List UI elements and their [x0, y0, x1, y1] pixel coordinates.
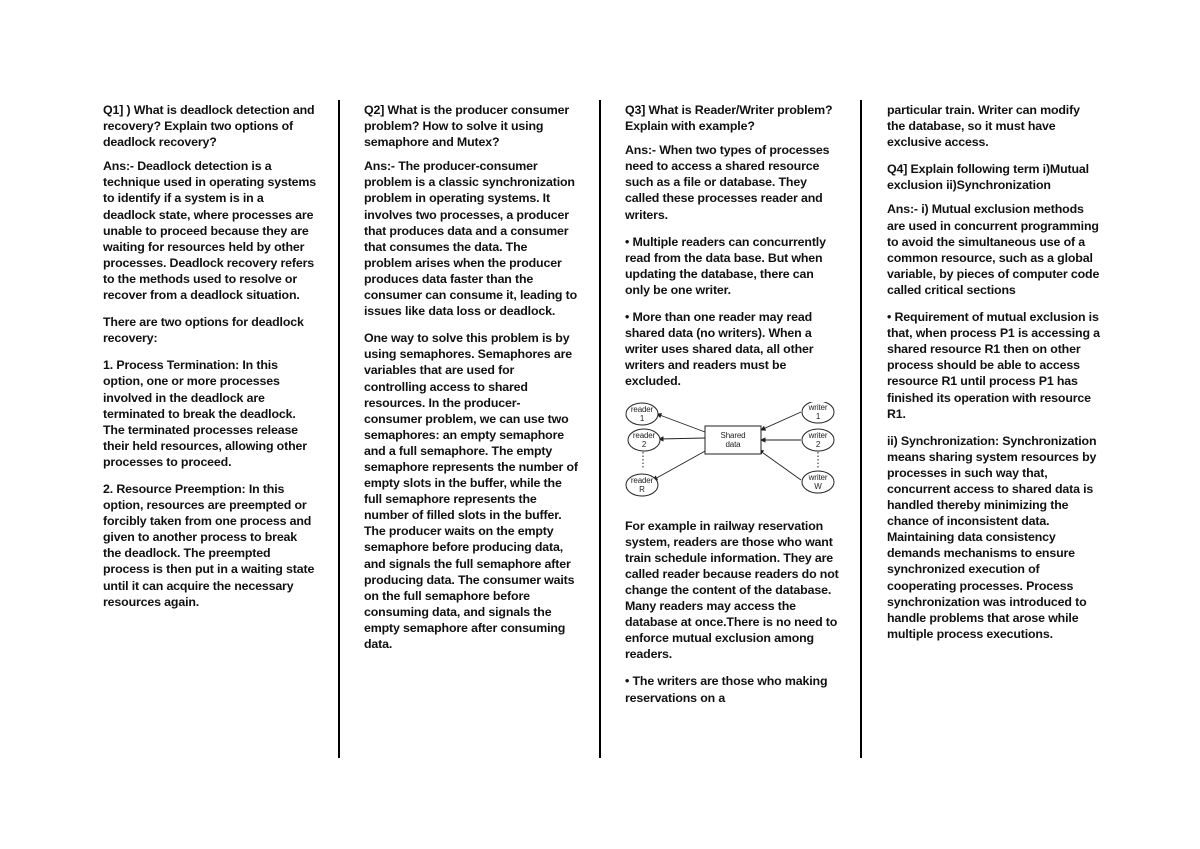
q2-semaphore-solution: One way to solve this problem is by using semaphores. Semaphores are variables that are used for controlling access to shared resources. In the producer-consumer problem, we can use two semaphores: an empty semaphore and a full semaphore. The empty semaphore represents the number of empty slots in the buffer, while the full semaphore represents the number of filled slots in the buffer. The producer waits on the empty semaphore before producing data, and signals the full semaphore after producing data. The consumer waits on the full semaphore before consuming data, and signals the empty semaphore after consuming data.	[364, 331, 578, 651]
reader-r-label: reader	[630, 475, 654, 485]
q4-mutual-exclusion-requirement: • Requirement of mutual exclusion is that, when process P1 is accessing a shared resource R1 then on other process should be able to access resource R1 until process P1 has finished its operation with resource R1.	[887, 310, 1100, 421]
column-3	[625, 102, 839, 717]
q1-option-termination: 1. Process Termination: In this option, one or more processes involved in the deadlock are terminated to break the deadlock. The terminated processes release their held resources, allowing other processes to proceed.	[103, 358, 307, 469]
column-divider-1	[338, 100, 340, 758]
writer-w-label: writer	[808, 472, 828, 482]
reader-writer-diagram	[623, 402, 837, 502]
q3-writers-example: • The writers are those who making reservations on a	[625, 674, 828, 705]
writer-1-label: writer	[808, 402, 828, 412]
arrow-writer-1	[761, 412, 801, 430]
arrow-reader-r	[653, 450, 707, 480]
q3-writers-continued: particular train. Writer can modify the database, so it must have exclusive access.	[887, 103, 1080, 150]
q2-answer-intro: Ans:- The producer-consumer problem is a classic synchronization problem in operating systems. It involves two processes, a producer that produces data and a consumer that consumes the data. The problem arises when the producer produces data faster than the consumer can consume it, leading to issues like data loss or deadlock.	[364, 159, 578, 319]
q1-option-preemption: 2. Resource Preemption: In this option, resources are preempted or forcibly taken from one process and given to another process to break the deadlock. The preempted process is then put in a waiting state until it can acquire the necessary resources again.	[103, 481, 315, 609]
writer-2-number: 2	[815, 439, 821, 449]
reader-2-number: 2	[641, 439, 647, 449]
arrow-reader-1	[657, 414, 705, 432]
arrow-reader-2	[659, 438, 705, 439]
column-divider-2	[599, 100, 601, 758]
q3-bullet-readers: • Multiple readers can concurrently read from the data base. But when updating the database, there can only be one writer.	[625, 234, 826, 297]
q3-bullet-writers: • More than one reader may read shared data (no writers). When a writer uses shared data, all other writers and readers must be excluded.	[625, 310, 814, 389]
q3-question: Q3] What is Reader/Writer problem?Explain with example?	[625, 103, 833, 134]
shared-data-label-line2: data	[725, 439, 741, 449]
column-4	[887, 102, 1101, 653]
q1-answer-intro: Ans:- Deadlock detection is a technique used in operating systems to identify if a system is in a deadlock state, where processes are unable to proceed because they are waiting for resources held by other processes. Deadlock recovery refers to the methods used to resolve or recover from a deadlock situation.	[103, 159, 317, 303]
reader-2-label: reader	[632, 430, 656, 440]
q4-question: Q4] Explain following term i)Mutual exclusion ii)Synchronization	[887, 162, 1089, 193]
writer-1-number: 1	[815, 411, 821, 421]
writer-w-number: W	[814, 481, 822, 491]
q3-railway-example: For example in railway reservation system, readers are those who want train schedule information. They are called reader because readers do not change the content of the database. Many readers may access the database at once.There is no need to enforce mutual exclusion among readers.	[625, 518, 839, 662]
column-2	[364, 102, 578, 663]
column-divider-3	[860, 100, 862, 758]
arrow-writer-w	[759, 450, 801, 480]
column-1	[103, 102, 317, 621]
q2-question: Q2] What is the producer consumer problem? How to solve it using semaphore and Mutex?	[364, 103, 570, 150]
q1-options-heading: There are two options for deadlock recovery:	[103, 315, 304, 346]
writer-2-label: writer	[808, 430, 828, 440]
q4-synchronization: ii) Synchronization: Synchronization means sharing system resources by processes in such way that, concurrent access to shared data is handled thereby minimizing the chance of inconsistent data. Maintaining data consistency demands mechanisms to ensure synchronized execution of cooperating processes. Process synchronization was introduced to handle problems that arose while multiple process executions.	[887, 433, 1097, 641]
shared-data-label-line1: Shared	[720, 430, 746, 440]
q1-question: Q1] ) What is deadlock detection and recovery? Explain two options of deadlock recovery?	[103, 103, 315, 150]
reader-1-label: reader	[630, 404, 654, 414]
q3-answer-intro: Ans:- When two types of processes need to access a shared resource such as a file or database. They called these processes reader and writers.	[625, 143, 830, 222]
q4-mutual-exclusion: Ans:- i) Mutual exclusion methods are used in concurrent programming to avoid the simultaneous use of a common resource, such as a global variable, by pieces of computer code called critical sections	[887, 202, 1100, 297]
reader-1-number: 1	[639, 413, 645, 423]
reader-r-number: R	[639, 484, 645, 494]
